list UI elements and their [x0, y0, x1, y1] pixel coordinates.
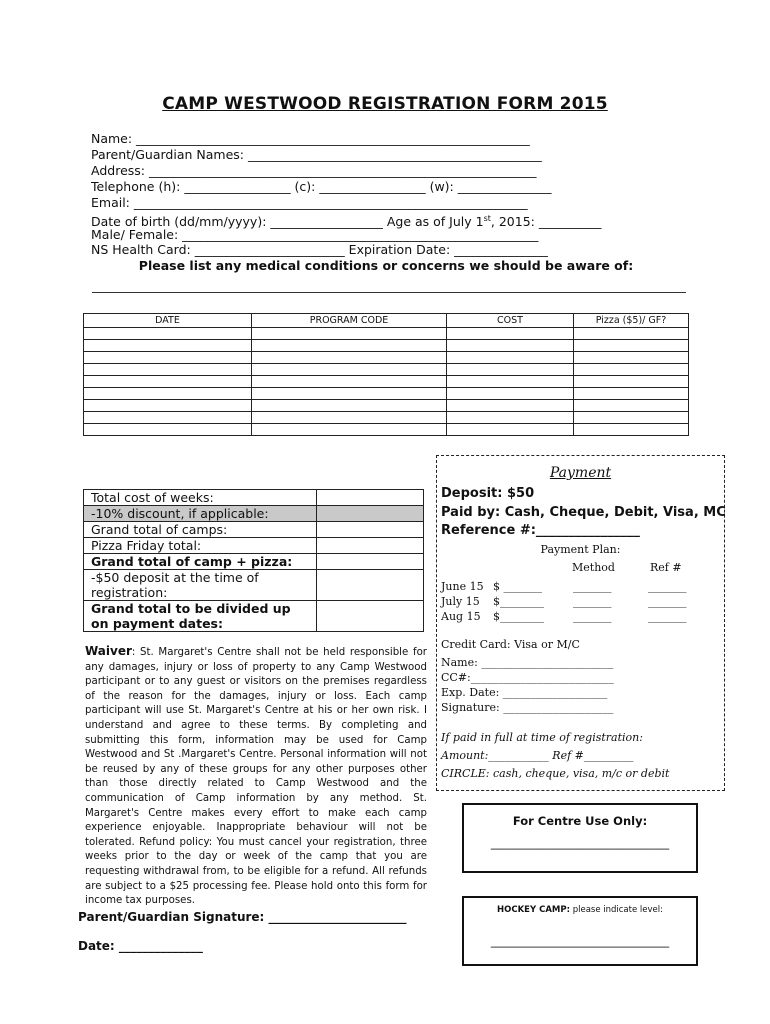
- schedule-cell[interactable]: [574, 352, 689, 364]
- plan-row[interactable]: [441, 595, 687, 608]
- medical-conditions-line[interactable]: [92, 292, 686, 293]
- totals-label: Grand total of camps:: [84, 522, 317, 538]
- cc-name-field[interactable]: Name: ________________________: [441, 656, 614, 669]
- plan-ref: _______: [648, 595, 687, 608]
- schedule-cell[interactable]: [574, 328, 689, 340]
- schedule-cell[interactable]: [84, 388, 252, 400]
- medical-conditions-prompt: Please list any medical conditions or concerns we should be aware of:: [138, 258, 634, 273]
- plan-method: _______: [573, 595, 612, 608]
- totals-value[interactable]: [317, 554, 424, 570]
- plan-row[interactable]: [441, 580, 687, 593]
- schedule-cell[interactable]: [252, 340, 447, 352]
- totals-label: Pizza Friday total:: [84, 538, 317, 554]
- dob-label: Date of birth (dd/mm/yyyy): __________________ Age as of July 1: [91, 214, 484, 230]
- schedule-cell[interactable]: [252, 388, 447, 400]
- col-date: DATE: [84, 314, 252, 328]
- paid-in-full-heading: If paid in full at time of registration:: [441, 731, 643, 744]
- totals-value[interactable]: [317, 490, 424, 506]
- schedule-cell[interactable]: [574, 424, 689, 436]
- schedule-cell[interactable]: [574, 376, 689, 388]
- plan-ref: _______: [648, 580, 687, 593]
- plan-method: _______: [573, 580, 612, 593]
- schedule-cell[interactable]: [447, 424, 574, 436]
- schedule-cell[interactable]: [447, 340, 574, 352]
- table-row: [84, 554, 424, 570]
- totals-label: -$50 deposit at the time of registration:: [84, 570, 317, 601]
- reference-field[interactable]: Reference #:________________: [441, 523, 640, 538]
- col-cost: COST: [447, 314, 574, 328]
- table-row: [84, 490, 424, 506]
- address-field[interactable]: Address: ______________________________________________________________: [91, 163, 537, 178]
- schedule-cell[interactable]: [574, 340, 689, 352]
- deposit-label: Deposit: $50: [441, 486, 535, 501]
- centre-use-label: For Centre Use Only:: [512, 814, 648, 828]
- schedule-cell[interactable]: [574, 400, 689, 412]
- schedule-cell[interactable]: [84, 364, 252, 376]
- paid-in-full-amount-field[interactable]: Amount:___________ Ref #_________: [441, 749, 634, 762]
- age-label: , 2015: __________: [490, 214, 602, 230]
- telephone-field[interactable]: Telephone (h): _________________ (c): _________________ (w): _______________: [91, 179, 552, 194]
- totals-label: Grand total to be divided up on payment dates:: [84, 601, 317, 632]
- hockey-camp-label: [462, 905, 698, 915]
- totals-value[interactable]: [317, 538, 424, 554]
- plan-date: Aug 15: [441, 610, 481, 623]
- name-field[interactable]: Name: _______________________________________________________________: [91, 131, 530, 146]
- totals-table: [83, 489, 424, 632]
- health-card-field[interactable]: NS Health Card: ________________________ Expiration Date: _______________: [91, 242, 548, 257]
- plan-amount: $________: [493, 595, 544, 608]
- schedule-cell[interactable]: [252, 364, 447, 376]
- schedule-cell[interactable]: [252, 376, 447, 388]
- hockey-level-prompt: please indicate level:: [570, 905, 663, 915]
- credit-card-heading: Credit Card: Visa or M/C: [441, 638, 580, 651]
- totals-value[interactable]: [317, 570, 424, 601]
- parent-signature-field[interactable]: Parent/Guardian Signature: _______________________: [78, 910, 407, 924]
- hockey-camp-title: HOCKEY CAMP:: [497, 905, 570, 915]
- waiver-heading: Waiver: [85, 644, 132, 658]
- col-program-code: PROGRAM CODE: [252, 314, 447, 328]
- schedule-cell[interactable]: [252, 412, 447, 424]
- schedule-cell[interactable]: [84, 400, 252, 412]
- table-row: [84, 352, 689, 364]
- schedule-cell[interactable]: [252, 400, 447, 412]
- plan-amount: $________: [493, 610, 544, 623]
- plan-date: July 15: [441, 595, 480, 608]
- email-field[interactable]: Email: _______________________________________________________________: [91, 195, 528, 210]
- schedule-cell[interactable]: [447, 364, 574, 376]
- plan-date: June 15: [441, 580, 484, 593]
- table-row: [84, 388, 689, 400]
- plan-amount: $ _______: [493, 580, 542, 593]
- schedule-cell[interactable]: [84, 412, 252, 424]
- totals-value[interactable]: [317, 506, 424, 522]
- waiver-body: : St. Margaret's Centre shall not be held responsible for any damages, injury or loss of property to any Camp Westwood participant or to any guest or visitors on the premises regardless of the reason for the damages, injury or loss. Each camp participant will use St. Margaret's Centre at his or her own risk. I understand and agree to these terms. By completing and submitting this form, information may be used for Camp Westwood and St .Margaret's Centre. Personal information will not be reused by any of these groups for any other purposes other than those directly related to Camp Westwood and the communication of Camp information by any method. St. Margaret's Centre makes every effort to make each camp experience enjoyable. Inappropriate behaviour will not be tolerated. Refund policy: You must cancel your registration, three weeks prior to the day or week of the camp that you are requesting withdrawal from, to be eligible for a refund. All refunds are subject to a $25 processing fee. Please hold onto this form for income tax purposes.: [85, 647, 427, 907]
- table-row: [84, 570, 424, 601]
- table-row: [84, 522, 424, 538]
- schedule-cell[interactable]: [447, 328, 574, 340]
- gender-field[interactable]: Male/ Female: _________________________________________________________: [91, 227, 539, 242]
- totals-value[interactable]: [317, 522, 424, 538]
- schedule-cell[interactable]: [84, 328, 252, 340]
- schedule-cell[interactable]: [447, 352, 574, 364]
- schedule-cell[interactable]: [447, 400, 574, 412]
- schedule-cell[interactable]: [84, 340, 252, 352]
- totals-label: -10% discount, if applicable:: [84, 506, 317, 522]
- schedule-cell[interactable]: [84, 376, 252, 388]
- cc-number-field[interactable]: CC#:__________________________: [441, 671, 614, 684]
- schedule-cell[interactable]: [574, 364, 689, 376]
- method-column-label: Method: [572, 561, 615, 574]
- payment-heading: Payment: [549, 465, 612, 481]
- plan-ref: _______: [648, 610, 687, 623]
- plan-row[interactable]: [441, 610, 687, 623]
- form-title: CAMP WESTWOOD REGISTRATION FORM 2015: [162, 94, 608, 114]
- centre-use-line[interactable]: _______________________________: [490, 836, 670, 850]
- schedule-cell[interactable]: [447, 376, 574, 388]
- cc-signature-field[interactable]: Signature: ____________________: [441, 701, 614, 714]
- plan-method: _______: [573, 610, 612, 623]
- schedule-cell[interactable]: [84, 352, 252, 364]
- table-row: [84, 424, 689, 436]
- hockey-level-line[interactable]: _______________________________: [490, 934, 670, 948]
- table-row: [84, 538, 424, 554]
- program-schedule-table: [83, 313, 689, 436]
- ordinal-sup: st: [483, 214, 491, 223]
- totals-label: Total cost of weeks:: [84, 490, 317, 506]
- parent-names-field[interactable]: Parent/Guardian Names: _______________________________________________: [91, 147, 542, 162]
- schedule-cell[interactable]: [252, 424, 447, 436]
- schedule-cell[interactable]: [84, 424, 252, 436]
- table-row: [84, 400, 689, 412]
- paid-in-full-method-field[interactable]: CIRCLE: cash, cheque, visa, m/c or debit: [441, 767, 670, 780]
- totals-value[interactable]: [317, 601, 424, 632]
- table-row: [84, 340, 689, 352]
- table-row: [84, 364, 689, 376]
- waiver-text: [85, 644, 427, 909]
- ref-column-label: Ref #: [650, 561, 682, 574]
- table-row: [84, 412, 689, 424]
- schedule-cell[interactable]: [574, 412, 689, 424]
- schedule-cell[interactable]: [252, 352, 447, 364]
- table-row: [84, 376, 689, 388]
- table-row: [84, 601, 424, 632]
- schedule-cell[interactable]: [574, 388, 689, 400]
- totals-label: Grand total of camp + pizza:: [84, 554, 317, 570]
- payment-plan-heading: Payment Plan:: [540, 543, 621, 556]
- paid-by-label: Paid by: Cash, Cheque, Debit, Visa, MC: [441, 505, 726, 520]
- table-row: [84, 506, 424, 522]
- table-row: [84, 328, 689, 340]
- schedule-cell[interactable]: [252, 328, 447, 340]
- col-pizza: Pizza ($5)/ GF?: [574, 314, 689, 328]
- date-field[interactable]: Date: ______________: [78, 939, 203, 953]
- schedule-cell[interactable]: [447, 412, 574, 424]
- cc-expiry-field[interactable]: Exp. Date: ___________________: [441, 686, 608, 699]
- schedule-cell[interactable]: [447, 388, 574, 400]
